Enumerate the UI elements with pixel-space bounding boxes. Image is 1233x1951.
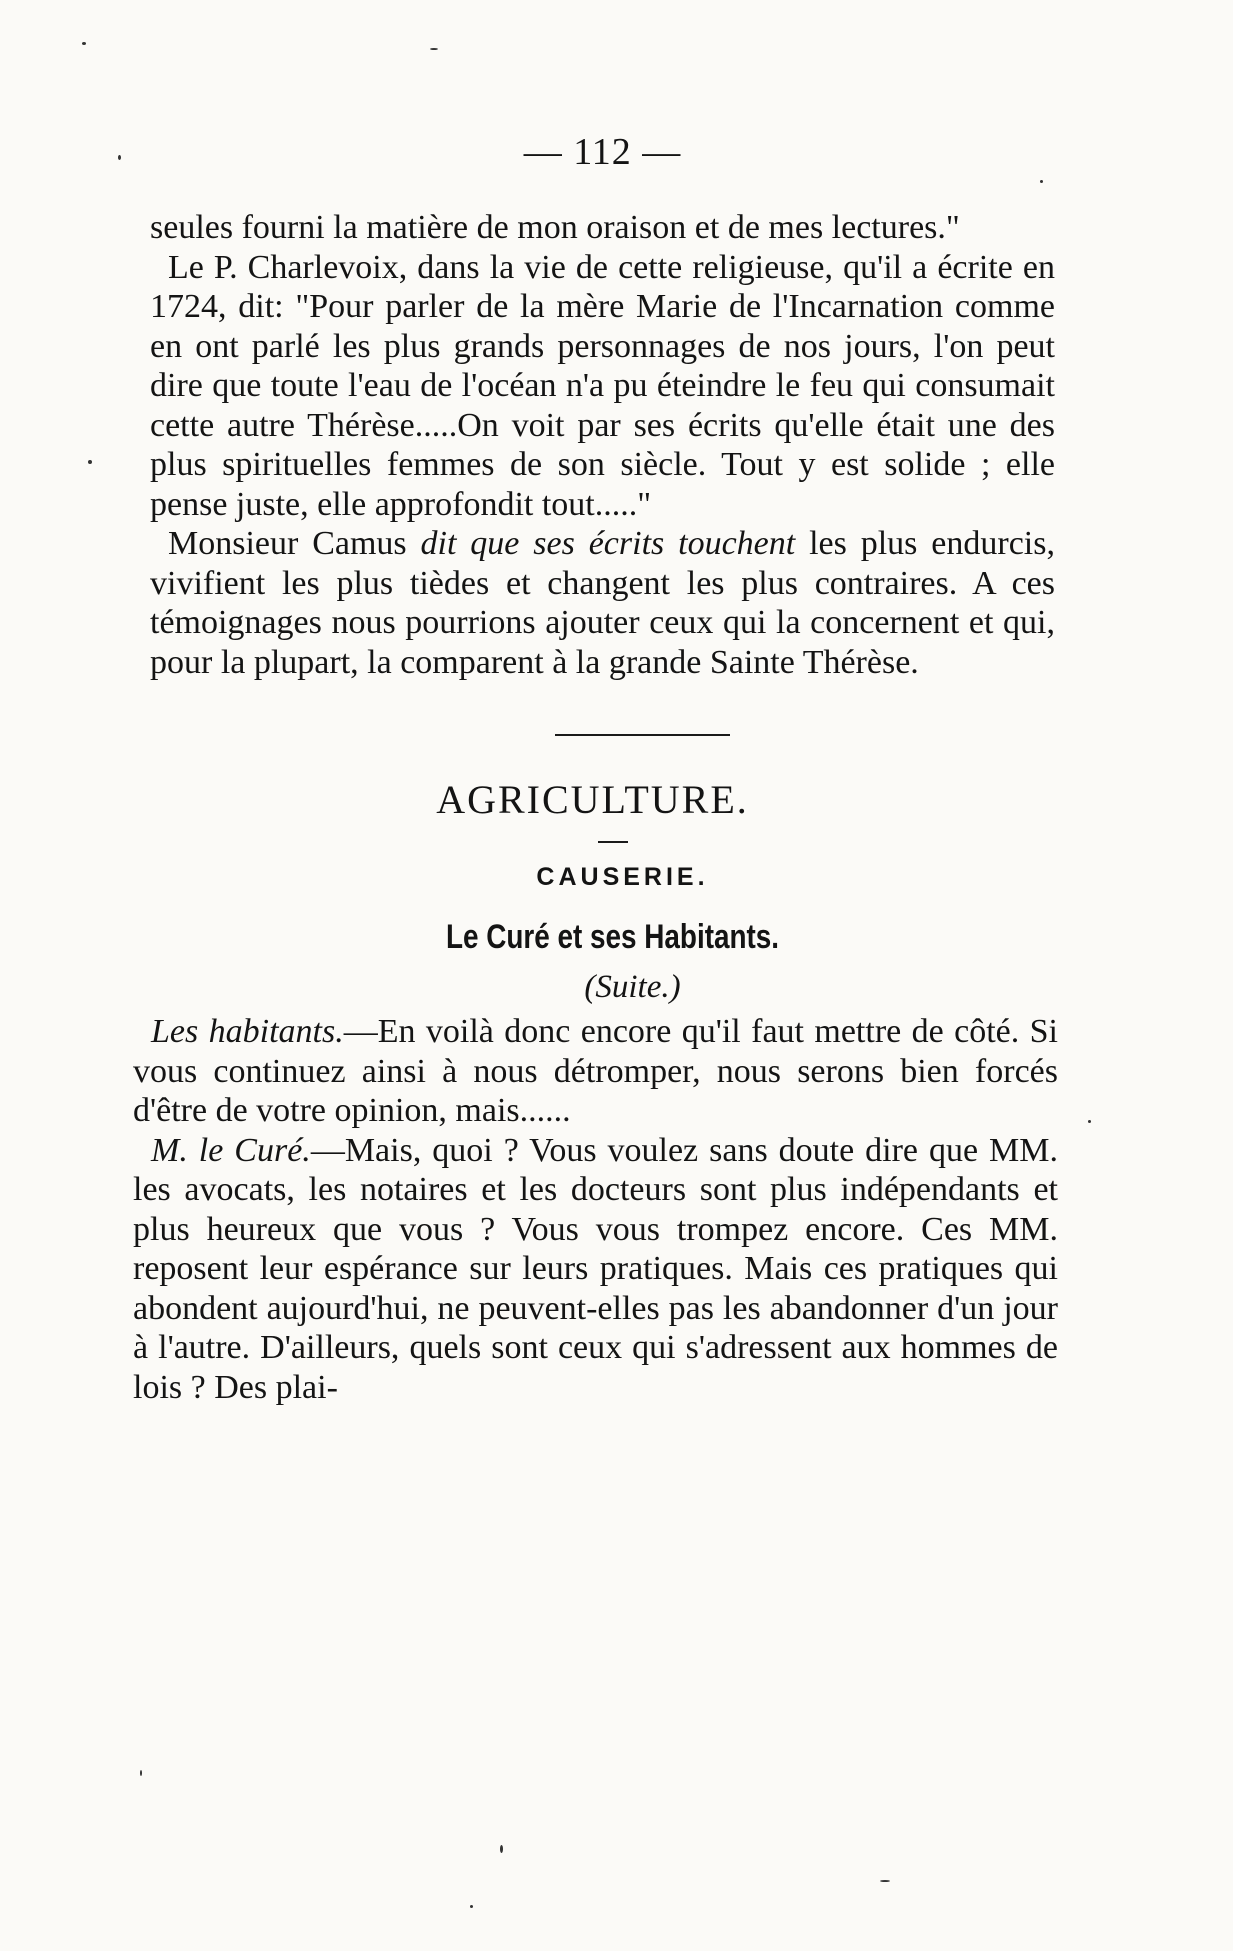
section-divider	[555, 734, 730, 736]
paragraph-continuation: seules fourni la matière de mon oraison et de mes lectures."	[150, 209, 960, 246]
section-title: AGRICULTURE.	[436, 777, 749, 822]
dialogue	[133, 1012, 1058, 1407]
dialogue-habitants-text: —En voilà donc encore qu'il faut mettre de côté. Si vous continuez ainsi à nous détromper, nous serons bien forcés d'être de votre opinion, mais......	[133, 1013, 1058, 1129]
dialogue-cure-text: —Mais, quoi ? Vous voulez sans doute dire que MM. les avocats, les notaires et les docteurs sont plus indépendants et plus heureux que vous ? Vous vous trompez encore. Ces MM. reposent leur espérance sur leurs pratiques. Mais ces pratiques qui abondent aujourd'hui, ne peuvent-elles pas les abandonner d'un jour à l'autre. D'ailleurs, quels sont ceux qui s'adressent aux hommes de lois ? Des plai-	[133, 1131, 1059, 1406]
article-title: Le Curé et ses Habitants.	[445, 918, 780, 956]
dialogue-habitants	[133, 1012, 1058, 1131]
scan-speck	[140, 1770, 142, 1776]
paragraph-camus	[150, 524, 1055, 682]
book-page	[133, 130, 1059, 1407]
camus-intro: Monsieur Camus	[168, 525, 421, 562]
dialogue-cure	[133, 1131, 1058, 1408]
camus-italic: dit que ses écrits touchent	[420, 525, 796, 562]
subsection-title: CAUSERIE.	[536, 863, 709, 891]
paragraph-charlevoix: Le P. Charlevoix, dans la vie de cette religieuse, qu'il a écrite en 1724, dit: "Pour parler de la mère Marie de l'Incarnation comme en ont parlé les plus grands personnages de nos jours, l'on peut dire que toute l'eau de l'océan n'a pu éteindre le feu qui consumait cette autre Thérèse.....On voit par ses écrits qu'elle était une des plus spirituelles femmes de son siècle. Tout y est solide ; elle pense juste, elle approfondit tout....."	[150, 248, 1055, 523]
scan-speck	[430, 48, 438, 50]
article-suite: (Suite.)	[584, 969, 681, 1005]
camus-rest: les plus endurcis, vivifient les plus tièdes et changent les plus contraires. A ces témoignages nous pourrions ajouter ceux qui la concernent et qui, pour la plupart, la comparent à la grande Sainte Thérèse.	[150, 525, 1055, 681]
scan-speck	[1088, 1120, 1091, 1123]
scan-speck	[1040, 180, 1043, 183]
scan-speck	[500, 1845, 503, 1853]
scan-speck	[82, 42, 86, 45]
scan-speck	[88, 460, 92, 464]
short-divider	[598, 841, 628, 843]
scan-speck	[118, 155, 121, 160]
scan-speck	[880, 1880, 890, 1882]
speaker-cure: M. le Curé.	[151, 1131, 311, 1169]
scan-speck	[470, 1905, 473, 1908]
speaker-habitants: Les habitants.	[151, 1013, 344, 1050]
page-number: — 112 —	[523, 131, 682, 173]
